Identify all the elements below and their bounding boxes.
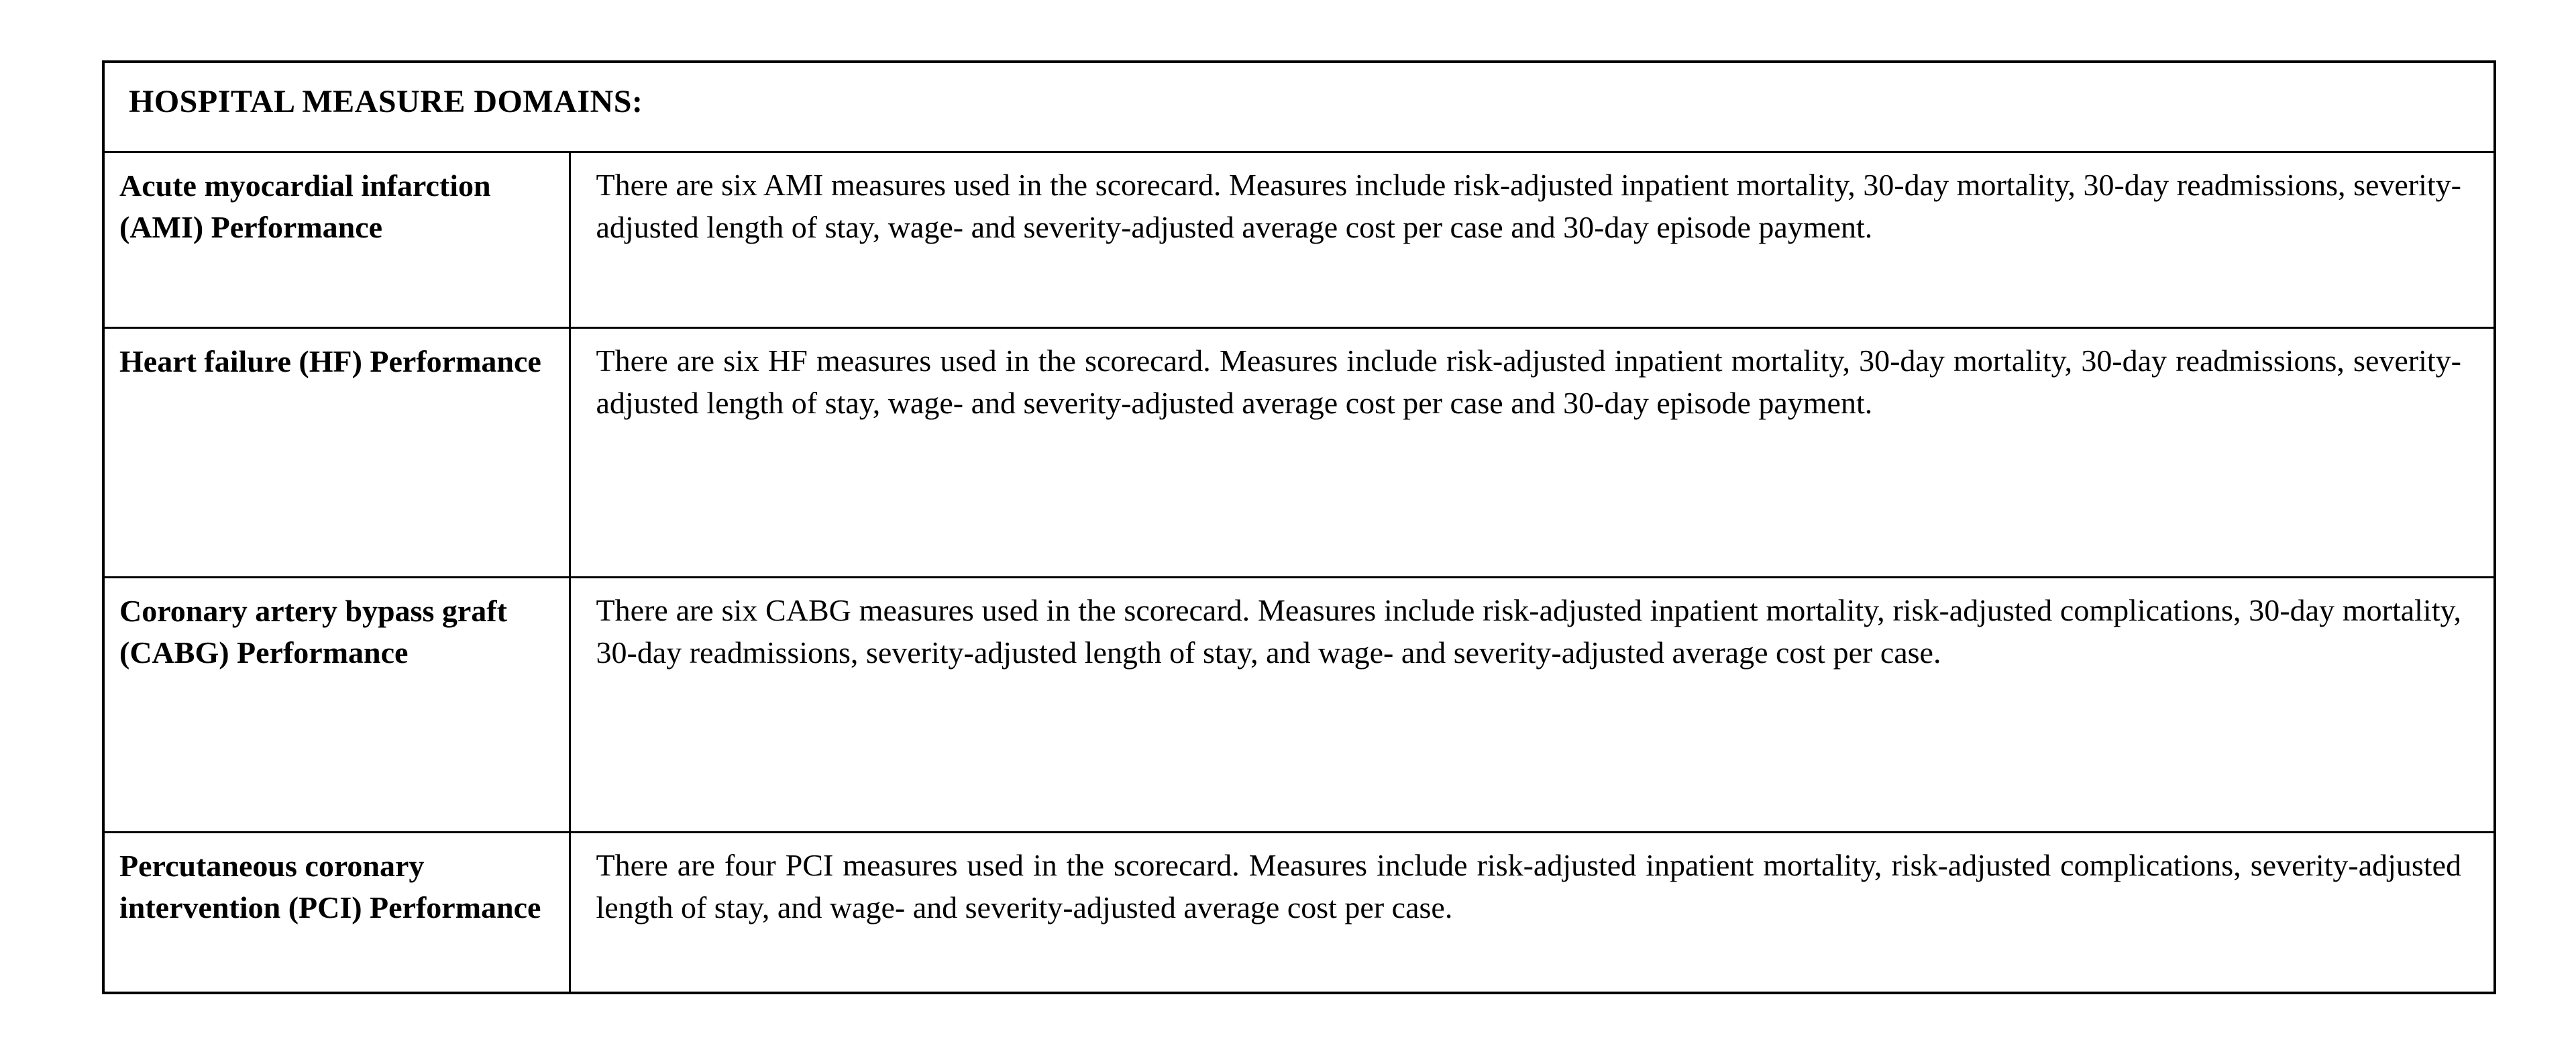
domain-description-hf: There are six HF measures used in the scorecard. Measures include risk-adjusted inpatient mortality, 30-day mortality, 30-day readmissions, severity-adjusted length of stay, wage- and severity-adjusted average cost per case and 30-day episode payment. (570, 327, 2495, 577)
domain-name-ami: Acute myocardial infarction (AMI) Performance (103, 152, 570, 327)
table-header-row (103, 62, 2495, 152)
domain-name-cabg: Coronary artery bypass graft (CABG) Performance (103, 577, 570, 832)
domain-description-ami: There are six AMI measures used in the scorecard. Measures include risk-adjusted inpatient mortality, 30-day mortality, 30-day readmissions, severity-adjusted length of stay, wage- and severity-adjusted average cost per case and 30-day episode payment. (570, 152, 2495, 327)
domain-description-pci: There are four PCI measures used in the scorecard. Measures include risk-adjusted inpatient mortality, risk-adjusted complications, severity-adjusted length of stay, and wage- and severity-adjusted average cost per case. (570, 832, 2495, 993)
domain-name-hf: Heart failure (HF) Performance (103, 327, 570, 577)
table-row-ami (103, 152, 2495, 327)
table-title: HOSPITAL MEASURE DOMAINS: (103, 62, 2495, 152)
domain-description-cabg: There are six CABG measures used in the scorecard. Measures include risk-adjusted inpatient mortality, risk-adjusted complications, 30-day mortality, 30-day readmissions, severity-adjusted length of stay, and wage- and severity-adjusted average cost per case. (570, 577, 2495, 832)
table-row-cabg (103, 577, 2495, 832)
table-row-pci (103, 832, 2495, 993)
table-row-hf (103, 327, 2495, 577)
hospital-measure-domains-table (102, 60, 2496, 994)
domain-name-pci: Percutaneous coronary intervention (PCI) Performance (103, 832, 570, 993)
